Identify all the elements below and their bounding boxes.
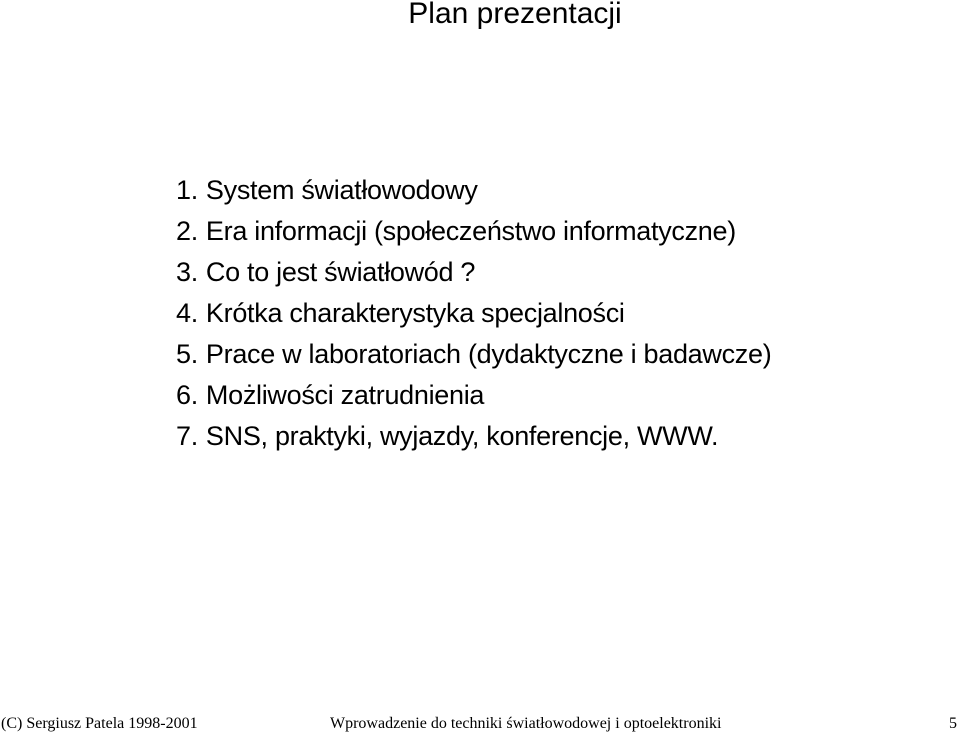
footer-copyright: (C) Sergiusz Patela 1998-2001 — [1, 715, 198, 732]
agenda-item-number: 5. — [176, 339, 198, 369]
agenda-item-number: 6. — [176, 380, 198, 410]
footer-page-number: 5 — [949, 715, 957, 732]
agenda-item-number: 4. — [176, 298, 198, 328]
agenda-item-text: Co to jest światłowód ? — [205, 257, 476, 287]
agenda-item-number: 7. — [176, 421, 198, 451]
agenda-item-text: Prace w laboratoriach (dydaktyczne i badawcze) — [205, 339, 772, 369]
slide-title: Plan prezentacji — [408, 0, 622, 30]
agenda-list — [176, 170, 771, 457]
agenda-item — [176, 252, 771, 293]
agenda-item — [176, 170, 771, 211]
agenda-item-number: 3. — [176, 257, 198, 287]
agenda-item-text: Możliwości zatrudnienia — [205, 380, 485, 410]
agenda-item — [176, 334, 771, 375]
agenda-item — [176, 416, 771, 457]
agenda-item-number: 1. — [176, 175, 198, 205]
footer-course-title: Wprowadzenie do techniki światłowodowej i optoelektroniki — [330, 715, 722, 732]
agenda-item — [176, 293, 771, 334]
agenda-item-text: Krótka charakterystyka specjalności — [205, 298, 625, 328]
agenda-item — [176, 375, 771, 416]
agenda-item — [176, 211, 771, 252]
agenda-item-text: System światłowodowy — [205, 175, 478, 205]
agenda-item-number: 2. — [176, 216, 198, 246]
agenda-item-text: Era informacji (społeczeństwo informatyczne) — [205, 216, 736, 246]
agenda-item-text: SNS, praktyki, wyjazdy, konferencje, WWW. — [205, 421, 719, 451]
